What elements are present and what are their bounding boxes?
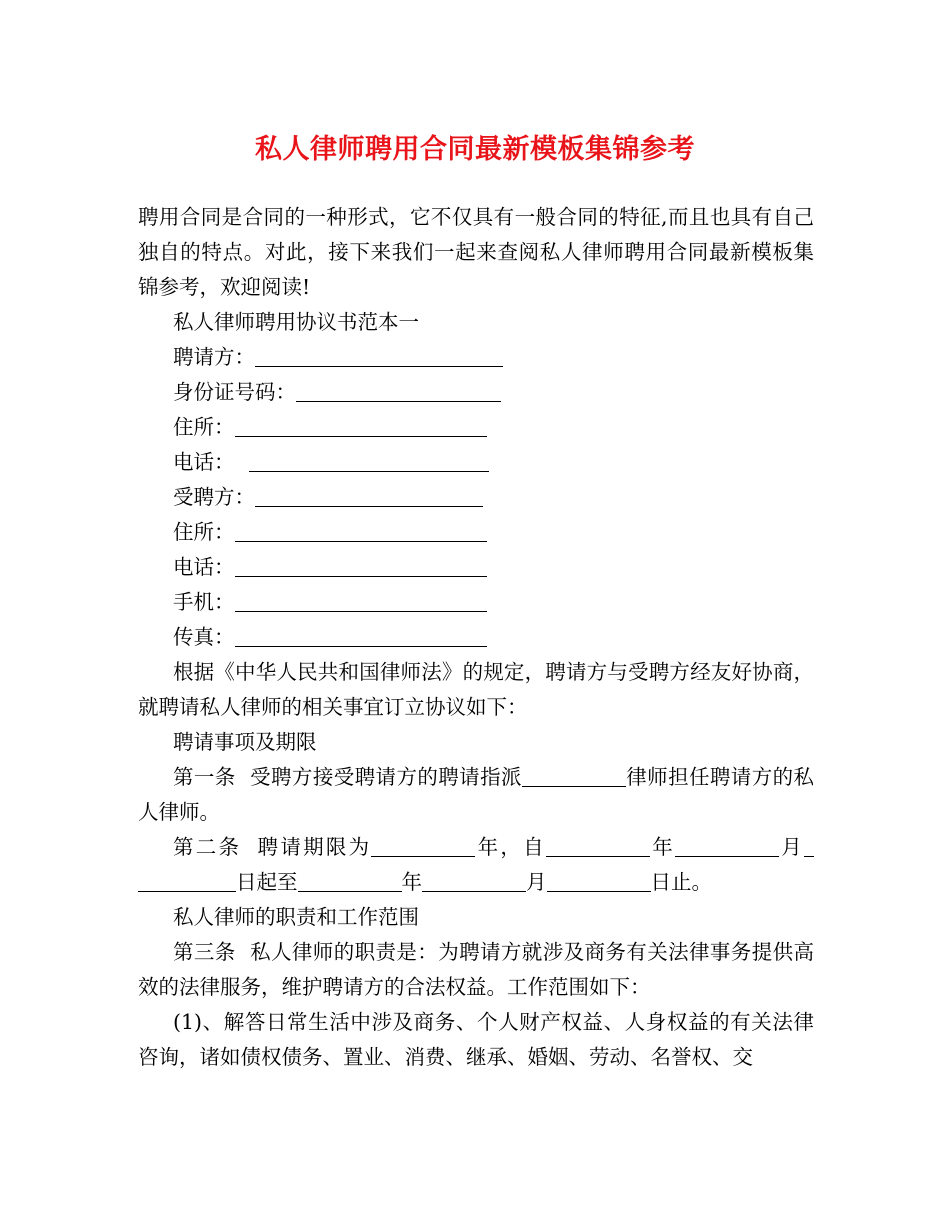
article-1-label: 第一条 xyxy=(173,765,236,789)
article-2-blank-3 xyxy=(675,832,779,857)
article-1-text-b: 律师担任聘请方的私人律师。 xyxy=(138,765,815,824)
id-number-blank xyxy=(296,377,501,402)
address-label-2: 住所： xyxy=(173,520,235,544)
address-blank-2 xyxy=(235,517,487,542)
article-2-month: 月 xyxy=(778,835,805,859)
address-label-1: 住所： xyxy=(173,415,235,439)
article-2-blank-5 xyxy=(138,867,236,892)
article-3-text: 私人律师的职责是：为聘请方就涉及商务有关法律事务提供高效的法律服务，维护聘请方的合法权益。工作范围如下： xyxy=(138,940,815,999)
employer-field xyxy=(138,340,814,375)
item-1: (1)、解答日常生活中涉及商务、个人财产权益、人身权益的有关法律咨询，诸如债权债务、置业、消费、继承、婚姻、劳动、名誉权、交 xyxy=(138,1010,814,1069)
intro-paragraph: 聘用合同是合同的一种形式，它不仅具有一般合同的特征,而且也具有自己独自的特点。对此，接下来我们一起来查阅私人律师聘用合同最新模板集锦参考，欢迎阅读! xyxy=(138,205,814,299)
fax-label: 传真： xyxy=(173,625,235,649)
id-number-label: 身份证号码： xyxy=(173,380,296,404)
article-1-text-a: 受聘方接受聘请方的聘请指派 xyxy=(249,765,522,789)
document-body xyxy=(138,200,814,1075)
basis-paragraph: 根据《中华人民共和国律师法》的规定，聘请方与受聘方经友好协商，就聘请私人律师的相关事宜订立协议如下： xyxy=(138,660,814,719)
article-2-blank-1 xyxy=(371,832,475,857)
article-2-label: 第二条 xyxy=(173,835,242,859)
article-2-blank-4 xyxy=(804,832,814,857)
document-title: 私人律师聘用合同最新模板集锦参考 xyxy=(255,134,695,165)
duties-heading: 私人律师的职责和工作范围 xyxy=(173,905,419,929)
article-2-year: 年，自 xyxy=(475,835,546,859)
article-2-month2: 月 xyxy=(526,870,547,894)
article-2-year2: 年 xyxy=(649,835,675,859)
phone-label-2: 电话： xyxy=(173,555,235,579)
mobile-label: 手机： xyxy=(173,590,235,614)
sample-heading: 私人律师聘用协议书范本一 xyxy=(173,310,419,334)
article-2-blank-8 xyxy=(547,867,651,892)
article-2-text-a: 聘请期限为 xyxy=(255,835,372,859)
article-2-day-from: 日起至 xyxy=(236,870,298,894)
phone-label-1: 电话： xyxy=(173,450,235,474)
article-2-blank-7 xyxy=(422,867,526,892)
address-field-1 xyxy=(138,410,814,445)
mobile-field xyxy=(138,585,814,620)
article-2-year3: 年 xyxy=(401,870,422,894)
phone-field-2 xyxy=(138,550,814,585)
employer-label: 聘请方： xyxy=(173,345,255,369)
article-1 xyxy=(138,760,814,830)
article-2-blank-6 xyxy=(298,867,402,892)
fax-field xyxy=(138,620,814,655)
address-field-2 xyxy=(138,515,814,550)
employee-field xyxy=(138,480,814,515)
article-2-blank-2 xyxy=(546,832,650,857)
article-1-blank xyxy=(522,762,626,787)
employee-label: 受聘方： xyxy=(173,485,255,509)
article-3-label: 第三条 xyxy=(173,940,236,964)
employee-blank xyxy=(255,482,483,507)
phone-blank-2 xyxy=(235,552,487,577)
employer-blank xyxy=(255,342,503,367)
phone-blank-1 xyxy=(249,447,489,472)
id-number-field xyxy=(138,375,814,410)
address-blank-1 xyxy=(235,412,487,437)
article-2-day-to: 日止。 xyxy=(650,870,712,894)
article-2 xyxy=(138,830,814,900)
terms-heading: 聘请事项及期限 xyxy=(173,730,317,754)
mobile-blank xyxy=(235,587,487,612)
fax-blank xyxy=(235,622,487,647)
article-3 xyxy=(138,935,814,1005)
phone-field-1 xyxy=(138,445,814,480)
